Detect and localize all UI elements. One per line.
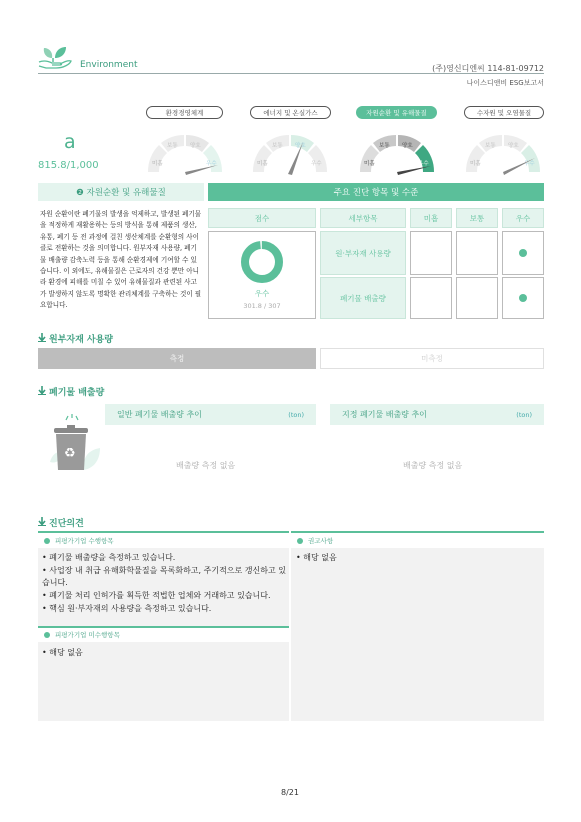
report-title: 나이스디앤비 ESG보고서 xyxy=(466,79,544,87)
bullet-icon xyxy=(297,538,303,544)
svg-text:우수: 우수 xyxy=(206,161,217,167)
overall-grade: a xyxy=(64,131,76,153)
category-pill-water: 수자원 및 오염물질 xyxy=(464,106,544,119)
score-donut-chart xyxy=(239,239,285,285)
svg-text:미흡: 미흡 xyxy=(152,161,163,167)
designated-waste-no-data: 배출량 측정 없음 xyxy=(403,461,463,470)
recommend-top-line xyxy=(291,531,544,533)
row-materials-normal xyxy=(456,231,498,275)
opinion-title: 진단의견 xyxy=(49,519,84,529)
performed-item: • 핵심 원·부자재의 사용량을 측정하고 있습니다. xyxy=(42,603,212,613)
designated-waste-title: 지정 폐기물 배출량 추이 xyxy=(342,410,427,419)
svg-text:양호: 양호 xyxy=(508,143,519,149)
main-items-title: 주요 진단 항목 및 수준 xyxy=(208,183,544,201)
row-materials-poor xyxy=(410,231,452,275)
gauge-energy xyxy=(245,128,335,176)
waste-heading xyxy=(38,385,104,398)
category-pill-management: 환경경영체계 xyxy=(146,106,223,119)
category-pill-energy: 에너지 및 온실가스 xyxy=(250,106,331,119)
arrow-down-icon xyxy=(38,333,46,345)
svg-text:우수: 우수 xyxy=(418,161,429,167)
table-header-poor: 미흡 xyxy=(410,208,452,228)
table-header-score: 점수 xyxy=(208,208,316,228)
performed-top-line xyxy=(38,531,289,533)
general-waste-no-data: 배출량 측정 없음 xyxy=(176,461,236,470)
recommend-header xyxy=(291,534,544,547)
page-number: 8/21 xyxy=(281,788,299,797)
unmeasured-tab: 미측정 xyxy=(320,348,544,369)
svg-text:우수: 우수 xyxy=(311,161,322,167)
score-value: 301.8 / 307 xyxy=(243,301,281,310)
opinion-heading xyxy=(38,516,84,529)
measured-tab: 측정 xyxy=(38,348,316,369)
level-dot xyxy=(519,294,527,302)
overall-score: 815.8/1,000 xyxy=(38,160,99,171)
section-description: 자원 순환이란 폐기물의 발생을 억제하고, 발생된 폐기물을 적정하게 재활용하는 등의 방식을 통해 제품의 생산, 유통, 폐기 등 전 과정에 걸친 생산체계를 순환형의 사이클로 전환하는 것을 의미합니다. 원부자재 사용량, 폐기물 배출량 감축노력 등을 통해 순환경제에 기여할 수 있습니다. 이 외에도, 유해물질은 근로자의 건강 뿐만 아니라 환경에 피해를 미칠 수 있어 유해물질과 관련된 사고가 발생하지 않도록 명확한 관리체계를 구축하는 것이 필요합니다. xyxy=(40,210,202,310)
level-dot xyxy=(519,249,527,257)
svg-text:미흡: 미흡 xyxy=(364,161,375,167)
table-header-item: 세부항목 xyxy=(320,208,406,228)
svg-text:보통: 보통 xyxy=(167,143,178,149)
general-waste-unit: (ton) xyxy=(288,410,304,419)
svg-text:양호: 양호 xyxy=(402,143,413,149)
company-info: (주)영신디엔씨 114-81-09712 xyxy=(432,64,544,73)
score-cell xyxy=(208,231,316,319)
arrow-down-icon xyxy=(38,386,46,398)
svg-text:보통: 보통 xyxy=(272,143,283,149)
bullet-icon xyxy=(44,538,50,544)
arrow-down-icon xyxy=(38,517,46,529)
performed-item: • 폐기물 처리 인허가를 획득한 적법한 업체와 거래하고 있습니다. xyxy=(42,591,271,601)
brand-title: Environment xyxy=(80,60,138,70)
table-header-normal: 보통 xyxy=(456,208,498,228)
row-waste-normal xyxy=(456,277,498,319)
section-title: ❷ 자원순환 및 유해물질 xyxy=(38,183,204,201)
recycle-bin-icon xyxy=(48,414,102,474)
score-grade-label: 우수 xyxy=(254,288,270,298)
svg-text:미흡: 미흡 xyxy=(470,161,481,167)
general-waste-title-bar xyxy=(105,404,316,425)
recommend-panel xyxy=(291,548,544,721)
svg-text:♻: ♻ xyxy=(64,446,76,461)
waste-title: 폐기물 배출량 xyxy=(49,388,105,398)
gauge-management xyxy=(140,128,230,176)
unperformed-header xyxy=(38,628,289,641)
performed-header xyxy=(38,534,289,547)
row-item-materials: 원·부자재 사용량 xyxy=(320,231,406,275)
designated-waste-title-bar xyxy=(330,404,544,425)
header-divider xyxy=(38,73,544,74)
svg-text:보통: 보통 xyxy=(485,143,496,149)
gauge-water xyxy=(458,128,548,176)
gauge-resource xyxy=(352,128,442,176)
table-header-excellent: 우수 xyxy=(502,208,544,228)
bullet-icon xyxy=(44,632,50,638)
performed-item: • 사업장 내 취급 유해화학물질을 목록화하고, 주기적으로 갱신하고 있습니다. xyxy=(42,565,286,588)
row-item-waste: 폐기물 배출량 xyxy=(320,277,406,319)
row-waste-poor xyxy=(410,277,452,319)
performed-title: 피평가기업 수행항목 xyxy=(55,537,114,545)
svg-text:양호: 양호 xyxy=(190,143,201,149)
svg-text:우수: 우수 xyxy=(524,161,535,167)
unperformed-title: 피평가기업 미수행항목 xyxy=(55,631,120,639)
designated-waste-unit: (ton) xyxy=(516,410,532,419)
category-pill-resource: 자원순환 및 유해물질 xyxy=(356,106,437,119)
row-materials-excellent xyxy=(502,231,544,275)
general-waste-title: 일반 폐기물 배출량 추이 xyxy=(117,410,202,419)
svg-text:보통: 보통 xyxy=(379,143,390,149)
performed-item: • 폐기물 배출량을 측정하고 있습니다. xyxy=(42,553,176,562)
recommend-text: • 해당 없음 xyxy=(296,553,337,562)
svg-text:양호: 양호 xyxy=(295,143,306,149)
materials-heading xyxy=(38,332,113,345)
svg-text:미흡: 미흡 xyxy=(257,161,268,167)
materials-title: 원부자재 사용량 xyxy=(49,335,113,345)
score-donut-arc xyxy=(245,245,279,279)
recommend-title: 권고사항 xyxy=(308,537,334,545)
unperformed-text: • 해당 없음 xyxy=(42,648,83,657)
performed-list xyxy=(42,552,286,626)
environment-logo-icon xyxy=(38,44,72,70)
row-waste-excellent xyxy=(502,277,544,319)
